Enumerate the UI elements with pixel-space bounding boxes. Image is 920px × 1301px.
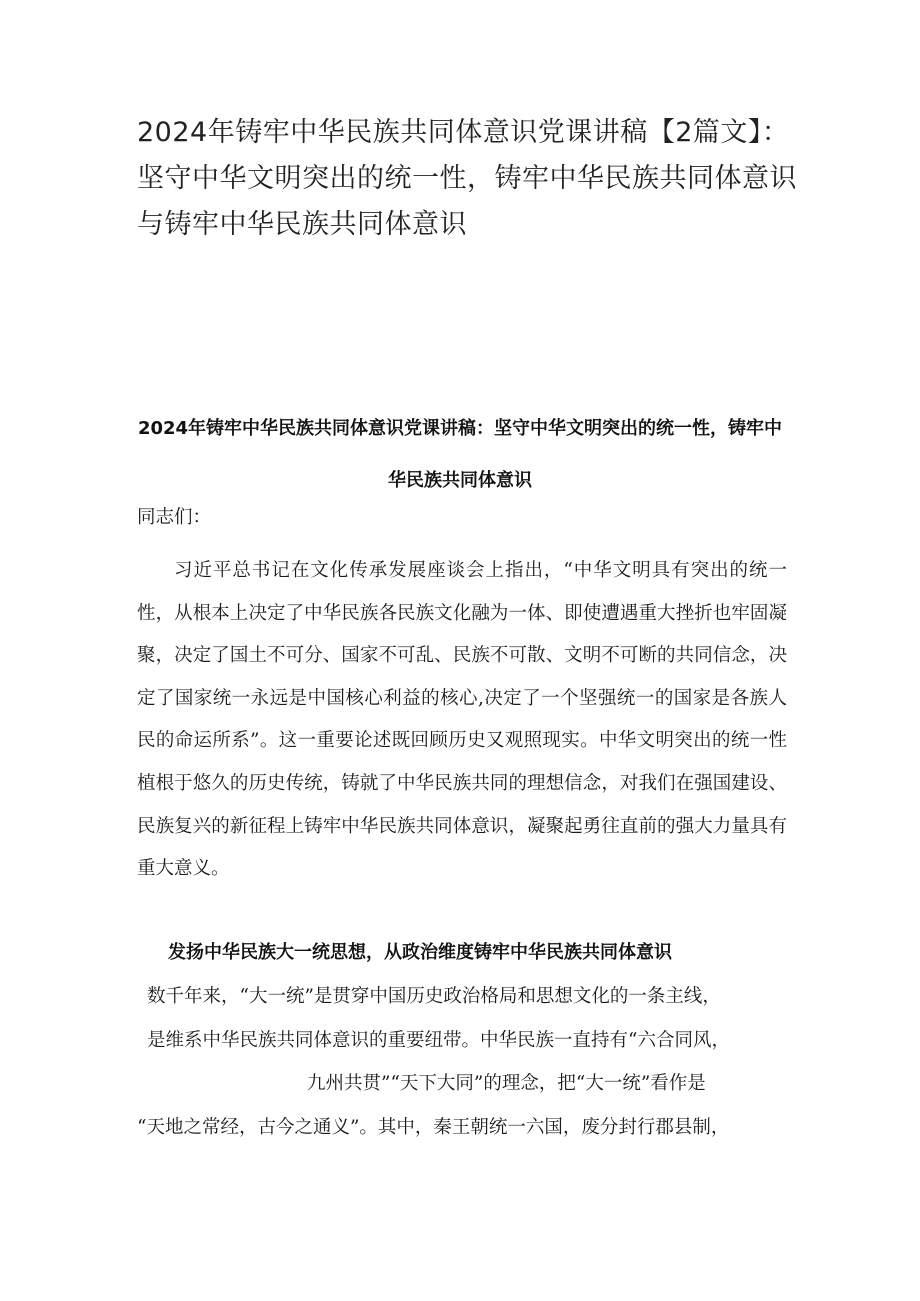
paragraph-line: “天地之常经，古今之通义”。其中，秦王朝统一六国，废分封行郡县制， xyxy=(137,1116,730,1138)
body-paragraph-1: 习近平总书记在文化传承发展座谈会上指出，“中华文明具有突出的统一性，从根本上决定了中华民族各民族文化融为一体、即使遭遇重大挫折也牢固凝聚，决定了国土不可分、国家不可乱、民族不可散、文明不可断的共同信念，决定了国家统一永远是中国核心利益的核心,决定了一个坚强统一的国家是各族人民的命运所系”。这一重要论述既回顾历史又观照现实。中华文明突出的统一性植根于悠久的历史传统，铸就了中华民族共同的理想信念，对我们在强国建设、民族复兴的新征程上铸牢中华民族共同体意识，凝聚起勇往直前的强大力量具有重大意义。 xyxy=(137,560,787,880)
body-paragraph-2 xyxy=(137,975,797,1149)
paragraph-line: 九州共贯”“天下大同”的理念，把“大一统”看作是 xyxy=(307,1073,706,1094)
greeting: 同志们： xyxy=(137,507,212,528)
section-title: 2024年铸牢中华民族共同体意识党课讲稿：坚守中华文明突出的统一性，铸牢中华民族共同体意识 xyxy=(137,418,783,491)
document-title: 2024年铸牢中华民族共同体意识党课讲稿【2篇文】：坚守中华文明突出的统一性，铸牢中华民族共同体意识与铸牢中华民族共同体意识 xyxy=(137,117,797,240)
paragraph-line: 是维系中华民族共同体意识的重要纽带。中华民族一直持有“六合同风， xyxy=(147,1029,730,1051)
paragraph-line: 数千年来，“大一统”是贯穿中国历史政治格局和思想文化的一条主线， xyxy=(147,986,721,1007)
subheading: 发扬中华民族大一统思想，从政治维度铸牢中华民族共同体意识 xyxy=(168,942,672,963)
